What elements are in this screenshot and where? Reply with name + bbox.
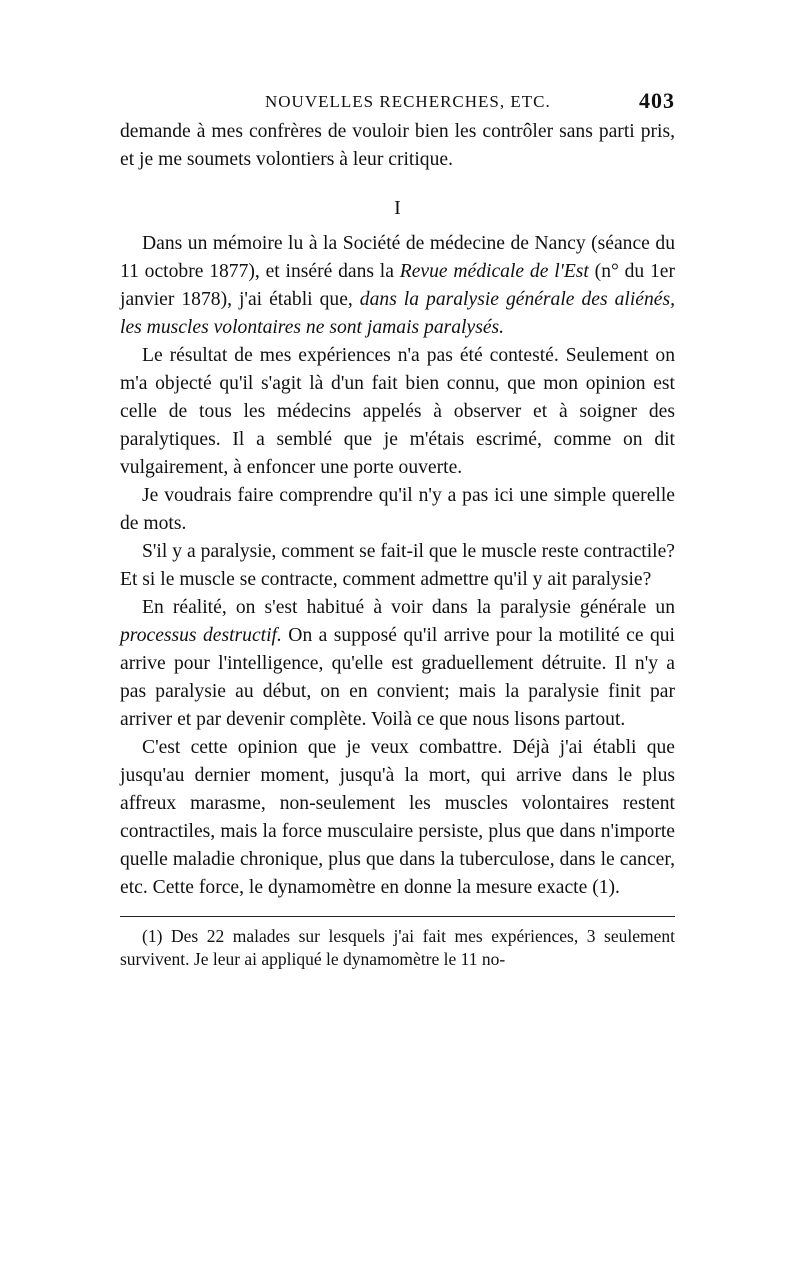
paragraph-question: S'il y a paralysie, comment se fait-il que le muscle reste contractile? Et si le muscle se contracte, comment admettre qu'il y ait paralysie? [120, 541, 675, 590]
paragraph-text: Dans un mémoire lu à la Société de médecine de Nancy (séance du 11 octobre 1877), et inséré dans la [120, 233, 675, 282]
paragraph-text: (n° du 1er janvier 1878), j'ai établi que, [120, 261, 676, 310]
paragraph-querelle: Je voudrais faire comprendre qu'il n'y a pas ici une simple querelle de mots. [120, 485, 675, 534]
page-header [120, 88, 675, 118]
italic-term: processus destructif. [120, 625, 282, 646]
running-title: NOUVELLES RECHERCHES, ETC. [265, 92, 551, 111]
footnote [120, 925, 675, 971]
thesis-statement: dans la paralysie générale des aliénés, les muscles volontaires ne sont jamais paralysés. [120, 289, 675, 338]
body-text [120, 118, 675, 902]
paragraph-text: On a supposé qu'il arrive pour la motilité ce qui arrive pour l'intelligence, qu'elle est graduellement détruite. Il n'y a pas paralysie au début, on en convient; mais la paralysie finit par arriver et par devenir complète. Voilà ce que nous lisons partout. [120, 625, 675, 730]
paragraph-opinion: C'est cette opinion que je veux combattre. Déjà j'ai établi que jusqu'au dernier moment, jusqu'à la mort, qui arrive dans le plus affreux marasme, non-seulement les muscles volontaires restent contractiles, mais la force musculaire persiste, plus que dans n'importe quelle maladie chronique, plus que dans la tuberculose, dans le cancer, etc. Cette force, le dynamomètre en donne la mesure exacte (1). [120, 737, 675, 898]
journal-title: Revue médicale de l'Est [399, 261, 589, 282]
paragraph-memoire [120, 230, 675, 342]
paragraph-processus [120, 594, 675, 734]
section-heading: I [394, 197, 401, 219]
paragraph-objection: Le résultat de mes expériences n'a pas été contesté. Seulement on m'a objecté qu'il s'agit là d'un fait bien connu, que mon opinion est celle de tous les médecins appelés à observer et à soigner des paralytiques. Il a semblé que je m'étais escrimé, comme on dit vulgairement, à enfoncer une porte ouverte. [120, 345, 675, 478]
paragraph-continuation: demande à mes confrères de vouloir bien les contrôler sans parti pris, et je me soumets volontiers à leur critique. [120, 121, 675, 170]
page-number: 403 [639, 88, 675, 113]
book-page [120, 88, 675, 971]
paragraph-text: En réalité, on s'est habitué à voir dans la paralysie générale un [142, 597, 675, 618]
footnote-divider [120, 916, 675, 917]
footnote-text: (1) Des 22 malades sur lesquels j'ai fait mes expériences, 3 seulement survivent. Je leur ai appliqué le dynamomètre le 11 no- [120, 926, 675, 969]
